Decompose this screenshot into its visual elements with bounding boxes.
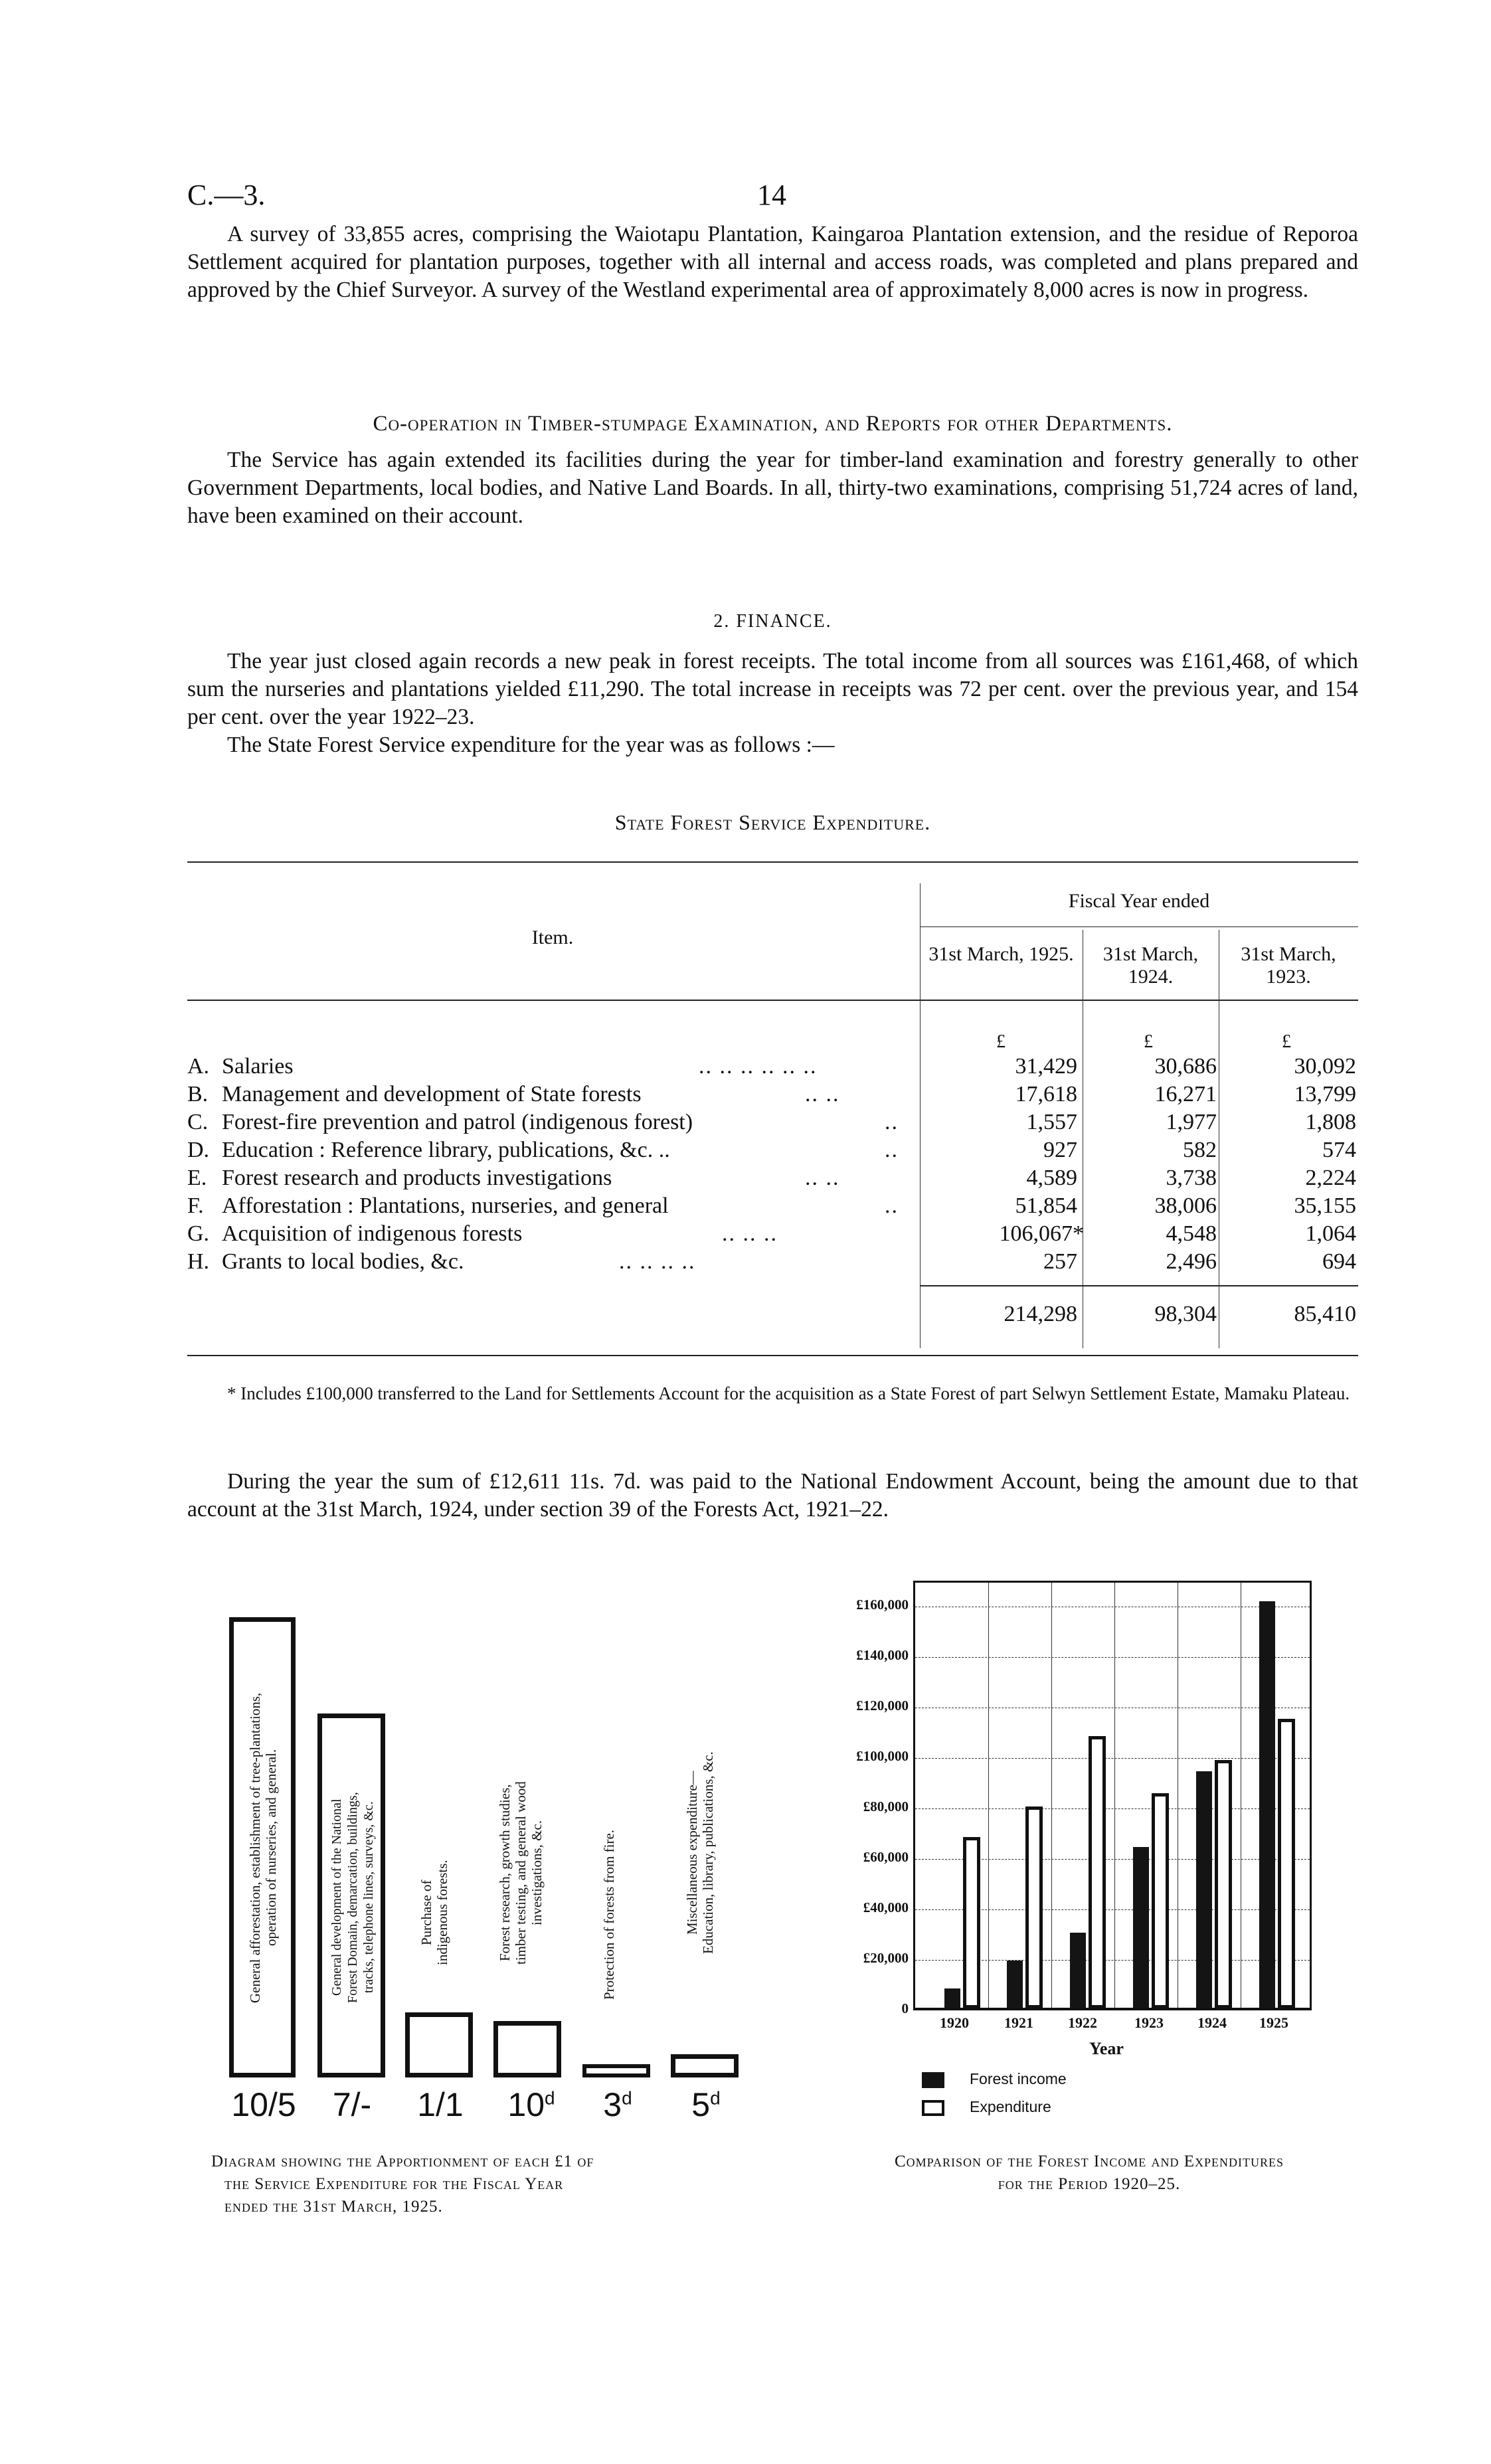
income-bar-1923 (1133, 1847, 1149, 2008)
value-1923: 2,224 (1305, 1166, 1356, 1190)
apportionment-caption: Diagram showing the Apportionment of each £1 of the Service Expenditure for the Fiscal Year ended the 31st March, 1925. (211, 2153, 594, 2216)
bar-value: 10$^d$ (507, 2086, 555, 2123)
expenditure-bar-1922 (1089, 1736, 1106, 2008)
comparison-caption: Comparison of the Forest Income and Expenditures for the Period 1920–25. (894, 2153, 1284, 2193)
item-header: Item. (531, 926, 574, 948)
y-tick: £160,000 (856, 1597, 909, 1613)
x-tick: 1921 (1004, 2014, 1033, 2031)
totals-rule (920, 1285, 1358, 1286)
x-tick: 1923 (1134, 2014, 1164, 2031)
report-code: C.—3. (187, 179, 266, 211)
bar-value: 3$^d$ (603, 2086, 632, 2123)
row-item: Grants to local bodies, &c. (222, 1249, 464, 1274)
value-1925: 1,557 (1026, 1110, 1077, 1134)
apportionment-bar (317, 1714, 385, 2077)
income-bar-1922 (1070, 1933, 1086, 2008)
row-item: Acquisition of indigenous forests (222, 1221, 523, 1246)
row-item: Afforestation : Plantations, nurseries, and general (222, 1193, 669, 1218)
group-header-rule (920, 926, 1358, 927)
y-tick: £40,000 (863, 1899, 909, 1915)
value-1925: 4,589 (1026, 1166, 1077, 1190)
cooperation-heading: Co-operation in Timber-stumpage Examination, and Reports for other Departments. (373, 412, 1173, 436)
y-tick: £140,000 (856, 1647, 909, 1663)
page-number: 14 (757, 179, 786, 211)
table-bottom-rule (187, 1355, 1358, 1356)
table-row (187, 1053, 1358, 1081)
leader-dots: .. .. (805, 1082, 840, 1106)
row-letter: E. (187, 1166, 207, 1190)
bar-label: General afforestation, establishment of tree-plantations, operation of nurseries, and general. (247, 1692, 279, 2003)
legend-expenditure-label: Expenditure (970, 2098, 1051, 2115)
income-bar-1924 (1196, 1771, 1212, 2008)
value-1924: 38,006 (1154, 1193, 1217, 1218)
value-1925: 927 (1043, 1138, 1077, 1162)
bar-label: General development of the National Forest Domain, demarcation, buildings, tracks, telephone lines, surveys, &c. (329, 1792, 376, 2003)
income-bar-1921 (1007, 1961, 1023, 2008)
total-1924: 98,304 (1154, 1302, 1217, 1326)
finance-paragraph: The year just closed again records a new peak in forest receipts. The total income from all sources was £161,468, of which sum the nurseries and plantations yielded £11,290. The total increase in receipts was 72 per cent. over the previous year, and 154 per cent. over the year 1922–23. (187, 649, 1358, 729)
leader-dots: .. .. (805, 1166, 840, 1190)
total-1923: 85,410 (1294, 1302, 1356, 1326)
value-1923: 694 (1322, 1249, 1356, 1274)
apportionment-bar (582, 2064, 650, 2077)
table-top-rule (187, 861, 1358, 863)
survey-paragraph: A survey of 33,855 acres, comprising the Waiotapu Plantation, Kaingaroa Plantation extension, and the residue of Reporoa Settlement acquired for plantation purposes, together with all internal and access roads, was completed and plans prepared and approved by the Chief Surveyor. A survey of the Westland experimental area of approximately 8,000 acres is now in progress. (187, 222, 1358, 302)
y-tick: £100,000 (856, 1748, 909, 1764)
value-1923: 574 (1322, 1138, 1356, 1162)
table-title: State Forest Service Expenditure. (614, 810, 931, 834)
endowment-paragraph: During the year the sum of £12,611 11s. 7d. was paid to the National Endowment Account, being the amount due to that account at the 31st March, 1924, under section 39 of the Forests Act, 1921–22. (187, 1469, 1358, 1522)
currency-symbol: £ (996, 1031, 1006, 1052)
value-1923: 30,092 (1294, 1054, 1356, 1079)
value-1923: 13,799 (1294, 1082, 1356, 1106)
expenditure-intro: The State Forest Service expenditure for the year was as follows :— (227, 733, 835, 757)
value-1924: 30,686 (1154, 1054, 1217, 1079)
value-1925: 31,429 (1015, 1054, 1077, 1079)
leader-dots: .. (885, 1110, 899, 1134)
col-header-1923: 31st March, 1923. (1241, 943, 1336, 988)
x-tick: 1925 (1259, 2014, 1288, 2031)
row-letter: G. (187, 1221, 210, 1246)
header-bottom-rule (187, 1000, 1358, 1001)
cooperation-paragraph: The Service has again extended its facilities during the year for timber-land examination and forestry generally to other Government Departments, local bodies, and Native Land Boards. In all, thirty-two examinations, comprising 51,724 acres of land, have been examined on their account. (187, 448, 1358, 528)
table-row (187, 1248, 1358, 1276)
table-row (187, 1220, 1358, 1248)
value-1924: 2,496 (1166, 1249, 1217, 1274)
finance-heading: 2. FINANCE. (713, 611, 832, 632)
apportionment-bar (671, 2054, 739, 2077)
expenditure-bar-1921 (1025, 1806, 1043, 2008)
row-item: Forest-fire prevention and patrol (indigenous forest) (222, 1110, 693, 1134)
leader-dots: .. .. .. .. (619, 1249, 696, 1274)
legend-expenditure-swatch (922, 2100, 944, 2116)
totals-row (187, 1300, 1358, 1328)
table-footnote: * Includes £100,000 transferred to the Land for Settlements Account for the acquisition as a State Forest of part Selwyn Settlement Estate, Mamaku Plateau. (227, 1383, 1350, 1403)
apportionment-bar (229, 1617, 296, 2077)
value-1923: 1,064 (1305, 1221, 1356, 1246)
row-letter: C. (187, 1110, 209, 1134)
fiscal-year-header: Fiscal Year ended (1068, 890, 1210, 912)
value-1923: 35,155 (1294, 1193, 1356, 1218)
expenditure-bar-1924 (1215, 1760, 1232, 2008)
bar-value: 10/5 (231, 2086, 296, 2123)
bar-label: Miscellaneous expenditure— Education, library, publications, &c. (684, 1751, 716, 1955)
y-tick: £80,000 (863, 1799, 909, 1814)
leader-dots: .. .. .. (722, 1221, 778, 1246)
currency-symbol: £ (1144, 1031, 1153, 1052)
value-1925: 17,618 (1015, 1082, 1077, 1106)
expenditure-bar-1925 (1278, 1719, 1295, 2008)
row-item: Forest research and products investigations (222, 1166, 612, 1190)
apportionment-bar (493, 2021, 561, 2077)
row-item: Management and development of State forests (222, 1082, 642, 1106)
y-tick: £120,000 (856, 1698, 909, 1714)
value-1925: 257 (1043, 1249, 1077, 1274)
value-1924: 16,271 (1154, 1082, 1217, 1106)
row-letter: H. (187, 1249, 210, 1274)
x-tick: 1924 (1197, 2014, 1227, 2031)
x-axis-label: Year (1089, 2039, 1124, 2058)
value-1925: 106,067* (999, 1221, 1084, 1246)
value-1924: 4,548 (1166, 1221, 1217, 1246)
value-1924: 3,738 (1166, 1166, 1217, 1190)
bar-value: 7/- (332, 2086, 372, 2123)
col-header-1925: 31st March, 1925. (928, 943, 1074, 965)
row-letter: D. (187, 1138, 210, 1162)
col-header-1924: 31st March, 1924. (1102, 943, 1199, 988)
value-1925: 51,854 (1015, 1193, 1077, 1218)
row-letter: B. (187, 1082, 209, 1106)
y-tick: 0 (901, 2000, 909, 2016)
expenditure-bar-1923 (1152, 1793, 1169, 2008)
row-letter: A. (187, 1054, 210, 1079)
bar-value: 5$^d$ (691, 2086, 721, 2123)
y-tick: £60,000 (863, 1849, 909, 1865)
row-item: Salaries (222, 1054, 294, 1079)
x-tick: 1920 (940, 2014, 969, 2031)
leader-dots: .. (885, 1193, 899, 1218)
total-1925: 214,298 (1004, 1302, 1077, 1326)
leader-dots: .. .. .. .. .. .. (699, 1054, 818, 1079)
value-1924: 582 (1183, 1138, 1217, 1162)
row-letter: F. (187, 1193, 204, 1218)
table-row (187, 1192, 1358, 1220)
table-row (187, 1136, 1358, 1164)
value-1923: 1,808 (1305, 1110, 1356, 1134)
leader-dots: .. (885, 1138, 899, 1162)
value-1924: 1,977 (1166, 1110, 1217, 1134)
legend-income-label: Forest income (970, 2070, 1067, 2087)
table-row (187, 1081, 1358, 1108)
table-row (187, 1108, 1358, 1136)
currency-symbol: £ (1282, 1031, 1291, 1052)
income-bar-1925 (1259, 1601, 1275, 2008)
y-tick: £20,000 (863, 1950, 909, 1966)
table-row (187, 1164, 1358, 1192)
expenditure-bar-1920 (963, 1837, 980, 2008)
bar-value: 1/1 (417, 2086, 464, 2123)
legend-income-swatch (922, 2072, 944, 2088)
bar-label: Forest research, growth studies, timber testing, and general wood investigations, &c. (497, 1781, 545, 1965)
row-item: Education : Reference library, publications, &c. .. (222, 1138, 670, 1162)
apportionment-bar (405, 2012, 473, 2077)
income-bar-1920 (944, 1988, 960, 2008)
bar-label: Purchase of indigenous forests. (418, 1860, 450, 1966)
bar-label: Protection of forests from fire. (601, 1829, 617, 2000)
x-tick: 1922 (1068, 2014, 1097, 2031)
